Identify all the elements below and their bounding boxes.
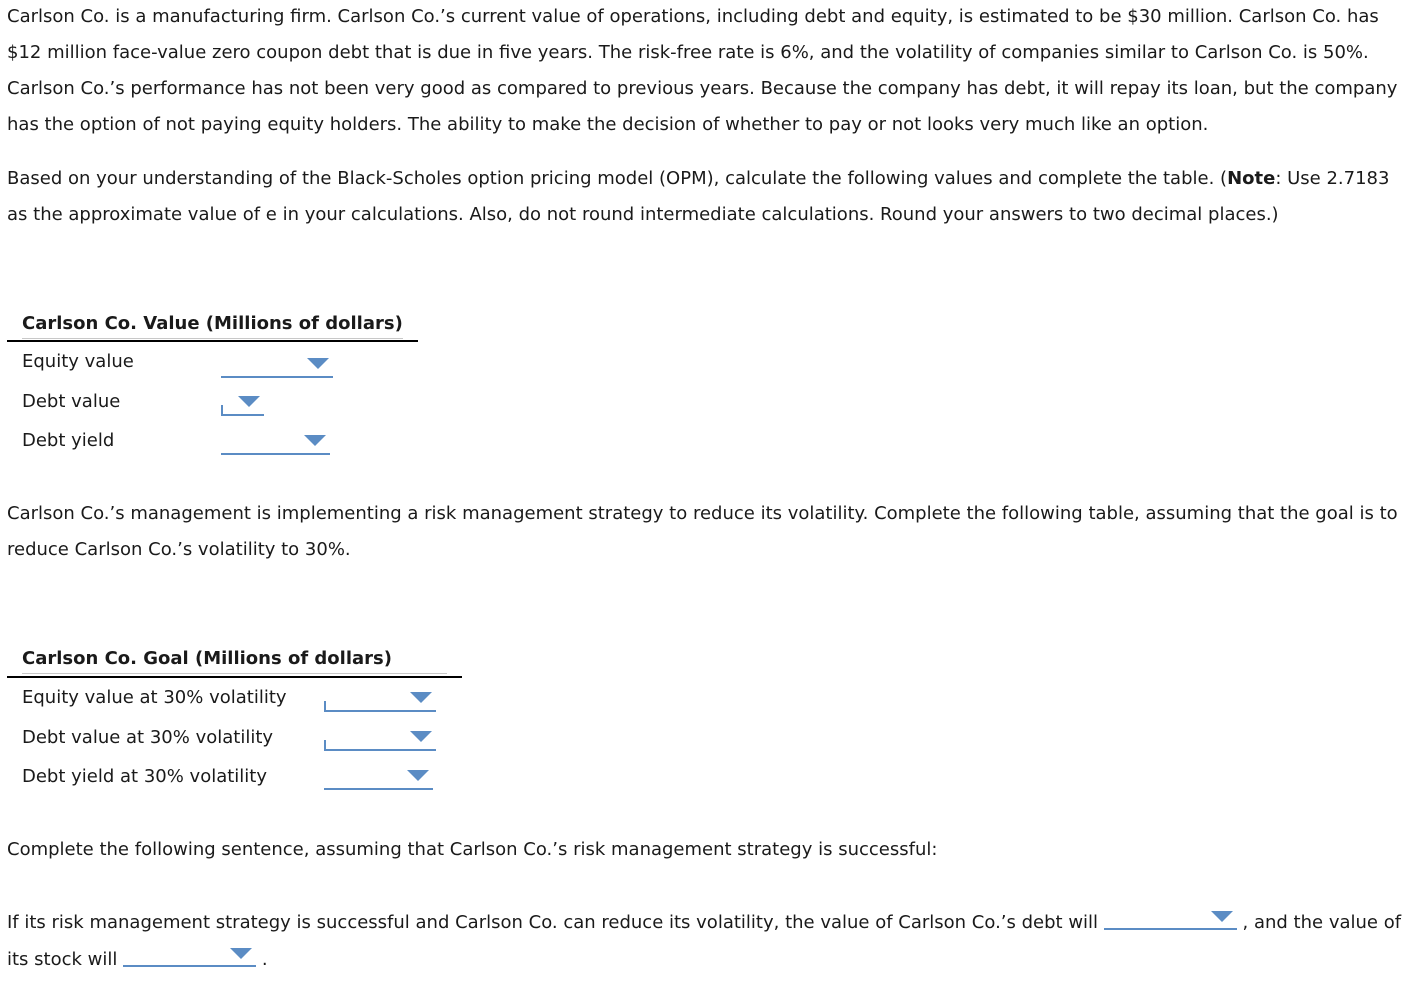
- table2-caption: Carlson Co. Goal (Millions of dollars): [22, 648, 392, 669]
- debt-yield-dropdown[interactable]: [221, 429, 330, 455]
- chevron-down-icon: [238, 396, 260, 407]
- table1-caption-rule: [22, 338, 403, 339]
- chevron-down-icon: [410, 731, 432, 742]
- table2-caption-rule: [22, 673, 447, 674]
- cursor-caret-icon: [324, 701, 326, 710]
- chevron-down-icon: [407, 770, 429, 781]
- cursor-caret-icon: [221, 405, 223, 414]
- debt-yield-label: Debt yield: [22, 430, 115, 451]
- table1-caption: Carlson Co. Value (Millions of dollars): [22, 313, 403, 334]
- chevron-down-icon: [1211, 911, 1233, 922]
- risk-management-paragraph: Carlson Co.’s management is implementing a risk management strategy to reduce its volatility. Complete the following table, assuming that the goal is to reduce Carlson Co.’s volatility to 30%.: [7, 503, 1398, 560]
- instructions-paragraph: [7, 161, 1402, 233]
- instructions-text-after-note: : Use 2.7183 as the approximate value of e in your calculations. Also, do not round intermediate calculations. Round your answers to two decimal places.): [7, 168, 1390, 225]
- sentence-part2: , and the value of its stock will: [7, 912, 1402, 970]
- debt-yield-30-dropdown[interactable]: [324, 764, 433, 790]
- debt-value-dropdown[interactable]: [221, 390, 264, 416]
- cursor-caret-icon: [324, 740, 326, 749]
- debt-value-30-dropdown[interactable]: [324, 725, 436, 751]
- equity-value-30-label: Equity value at 30% volatility: [22, 687, 287, 708]
- equity-value-dropdown[interactable]: [221, 352, 333, 378]
- chevron-down-icon: [307, 358, 329, 369]
- stock-change-dropdown[interactable]: [123, 943, 256, 967]
- debt-value-30-label: Debt value at 30% volatility: [22, 727, 274, 748]
- chevron-down-icon: [304, 435, 326, 446]
- intro-paragraph: Carlson Co. is a manufacturing firm. Carlson Co.’s current value of operations, including debt and equity, is estimated to be $30 million. Carlson Co. has $12 million face-value zero coupon debt that is due in five years. The risk-free rate is 6%, and the volatility of companies similar to Carlson Co. is 50%. Carlson Co.’s performance has not been very good as compared to previous years. Because the company has debt, it will repay its loan, but the company has the option of not paying equity holders. The ability to make the decision of whether to pay or not looks very much like an option.: [7, 6, 1398, 135]
- debt-change-dropdown[interactable]: [1104, 906, 1237, 930]
- fill-in-sentence: [7, 904, 1402, 978]
- sentence-end: .: [261, 949, 268, 970]
- table1-top-rule: [7, 340, 418, 342]
- sentence-prompt: Complete the following sentence, assuming that Carlson Co.’s risk management strategy is successful:: [7, 839, 938, 860]
- sentence-part1: If its risk management strategy is successful and Carlson Co. can reduce its volatility, the value of Carlson Co.’s debt will: [7, 912, 1099, 933]
- chevron-down-icon: [410, 692, 432, 703]
- note-label: Note: [1227, 168, 1276, 189]
- debt-yield-30-label: Debt yield at 30% volatility: [22, 766, 268, 787]
- equity-value-30-dropdown[interactable]: [324, 686, 436, 712]
- equity-value-label: Equity value: [22, 351, 134, 372]
- table2-top-rule: [7, 676, 462, 678]
- debt-value-label: Debt value: [22, 391, 121, 412]
- instructions-text-before-note: Based on your understanding of the Black-Scholes option pricing model (OPM), calculate the following values and complete the table. (: [7, 168, 1228, 189]
- chevron-down-icon: [230, 948, 252, 959]
